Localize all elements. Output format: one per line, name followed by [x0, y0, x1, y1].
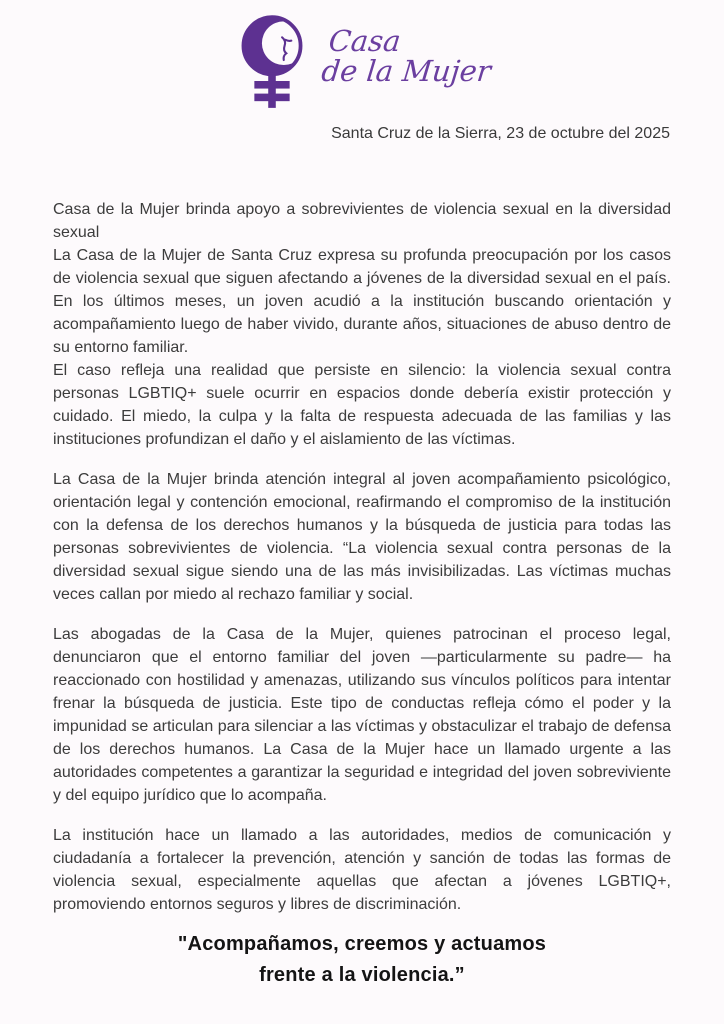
paragraph-4: Las abogadas de la Casa de la Mujer, quienes patrocinan el proceso legal, denunciaron que el entorno familiar del joven —particularmente su padre— ha reaccionado con hostilidad y amenazas, utilizando sus vínculos políticos para intentar frenar la búsqueda de justicia. Este tipo de conductas refleja cómo el poder y la impunidad se articulan para silenciar a las víctimas y obstaculizar el trabajo de defensa de los derechos humanos. La Casa de la Mujer hace un llamado urgente a las autoridades competentes a garantizar la seguridad e integridad del joven sobreviviente y del equipo jurídico que lo acompaña. — [53, 626, 671, 804]
paragraph-3: La Casa de la Mujer brinda atención integral al joven acompañamiento psicológico, orientación legal y contención emocional, reafirmando el compromiso de la institución con la defensa de los derechos humanos y la búsqueda de justicia para todas las personas sobrevivientes de violencia. “La violencia sexual contra personas de la diversidad sexual sigue siendo una de las más invisibilizadas. Las víctimas muchas veces callan por miedo al rechazo familiar y social. — [53, 471, 671, 603]
document-body — [53, 198, 671, 991]
paragraph-5: La institución hace un llamado a las autoridades, medios de comunicación y ciudadanía a fortalecer la prevención, atención y sanción de todas las formas de violencia sexual, especialmente aquellas que afectan a jóvenes LGBTIQ+, promoviendo entornos seguros y libres de discriminación. — [53, 827, 671, 913]
casa-de-la-mujer-logo-icon — [230, 12, 314, 108]
document-title: Casa de la Mujer brinda apoyo a sobrevivientes de violencia sexual en la diversidad sexual — [53, 201, 671, 241]
logo-wordmark — [321, 12, 498, 87]
logo — [0, 12, 724, 108]
paragraph-1: La Casa de la Mujer de Santa Cruz expresa su profunda preocupación por los casos de violencia sexual que siguen afectando a jóvenes de la diversidad sexual en el país. En los últimos meses, un joven acudió a la institución buscando orientación y acompañamiento luego de haber vivido, durante años, situaciones de abuso dentro de su entorno familiar. — [53, 247, 671, 356]
closing-quote — [53, 929, 671, 991]
paragraph-2: El caso refleja una realidad que persiste en silencio: la violencia sexual contra personas LGBTIQ+ suele ocurrir en espacios donde debería existir protección y cuidado. El miedo, la culpa y la falta de respuesta adecuada de las familias y las instituciones profundizan el daño y el aislamiento de las víctimas. — [53, 362, 671, 448]
logo-wordmark-line2: de la Mujer — [320, 54, 494, 89]
logo-wordmark-line1: Casa — [327, 24, 403, 58]
closing-quote-line2: frente a la violencia.” — [259, 964, 465, 986]
dateline: Santa Cruz de la Sierra, 23 de octubre del 2025 — [331, 125, 670, 142]
closing-quote-line1: "Acompañamos, creemos y actuamos — [177, 933, 547, 955]
